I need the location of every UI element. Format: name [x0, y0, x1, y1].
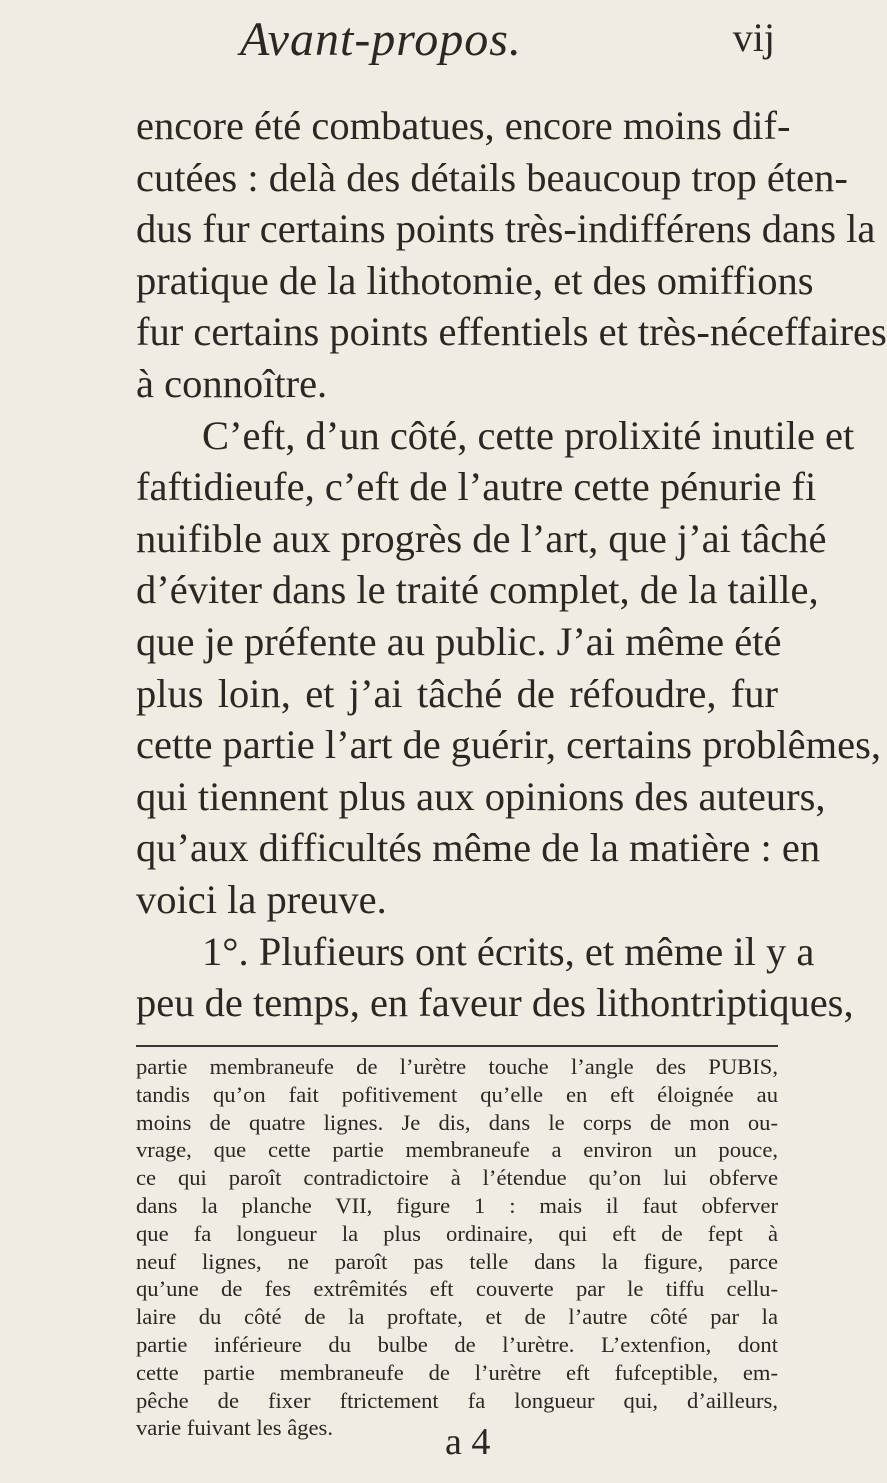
footnote-line: moins de quatre lignes. Je dis, dans le corps de mon ou- [136, 1109, 778, 1135]
footnote [136, 1053, 778, 1442]
text-line: cette partie l’art de guérir, certains problêmes, [136, 722, 882, 768]
text-line: peu de temps, en faveur des lithontriptiques, [136, 980, 854, 1026]
text-line: dus fur certains points très-indifférens dans la [136, 206, 876, 252]
running-title: Avant-propos. [240, 13, 522, 66]
text-line: 1°. Plufieurs ont écrits, et même il y a [202, 928, 815, 974]
text-line: voici la preuve. [136, 876, 387, 922]
footnote-line: pêche de fixer ftrictement fa longueur qui, d’ailleurs, [136, 1387, 778, 1413]
footnote-line: tandis qu’on fait pofitivement qu’elle en eft éloignée au [136, 1081, 778, 1107]
text-line: nuifible aux progrès de l’art, que j’ai tâché [136, 515, 827, 561]
text-line: cutées : delà des détails beaucoup trop éten- [136, 154, 848, 200]
footnote-line: ce qui paroît contradictoire à l’étendue qu’on lui obferve [136, 1165, 778, 1191]
text-line: C’eft, d’un côté, cette prolixité inutile et [202, 412, 855, 458]
footnote-line: qu’une de fes extrêmités eft couverte par le tiffu cellu- [136, 1276, 778, 1302]
text-line: plus loin, et j’ai tâché de réfoudre, fur [136, 670, 778, 716]
text-line: qu’aux difficultés même de la matière : en [136, 825, 821, 871]
footnote-line: que fa longueur la plus ordinaire, qui eft de fept à [136, 1220, 778, 1246]
text-line: que je préfente au public. J’ai même été [136, 618, 782, 664]
footnote-line: neuf lignes, ne paroît pas telle dans la figure, parce [136, 1248, 778, 1274]
footnote-rule [136, 1045, 778, 1047]
text-line: encore été combatues, encore moins dif- [136, 103, 791, 148]
text-line: faftidieufe, c’eft de l’autre cette pénurie fi [136, 464, 817, 510]
footnote-line: dans la planche VII, figure 1 : mais il faut obferver [136, 1192, 778, 1218]
footnote-line: laire du côté de la proftate, et de l’autre côté par la [136, 1304, 778, 1330]
page-number: vij [732, 15, 775, 60]
footnote-line: cette partie membraneufe de l’urètre eft fufceptible, em- [136, 1359, 778, 1385]
text-line: fur certains points effentiels et très-néceffaires [136, 309, 887, 355]
text-line: d’éviter dans le traité complet, de la taille, [136, 567, 819, 613]
signature-mark: a 4 [445, 1421, 491, 1463]
footnote-line: varie fuivant les âges. [136, 1415, 333, 1441]
footnote-line: vrage, que cette partie membraneufe a environ un pouce, [136, 1137, 778, 1163]
footnote-line: partie membraneufe de l’urètre touche l’angle des PUBIS, [136, 1054, 778, 1079]
page-header [130, 8, 775, 88]
text-line: pratique de la lithotomie, et des omiffions [136, 257, 814, 303]
text-line: qui tiennent plus aux opinions des auteurs, [136, 773, 826, 819]
footnote-line: partie inférieure du bulbe de l’urètre. L’extenfion, dont [136, 1331, 778, 1357]
text-line: à connoître. [136, 360, 328, 406]
main-text [136, 100, 887, 1029]
